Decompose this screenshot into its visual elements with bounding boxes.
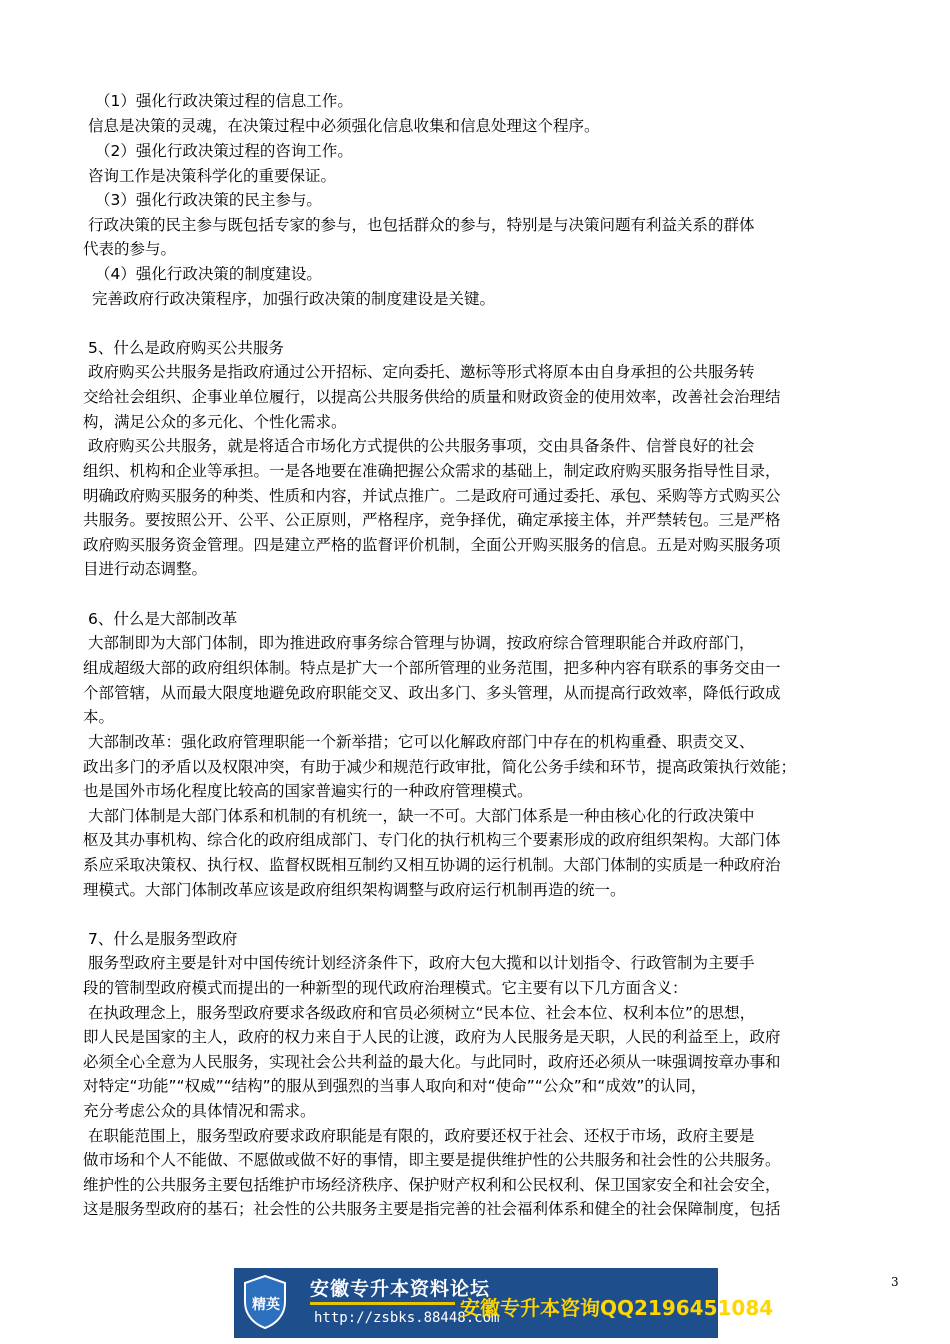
banner-consult: 安徽专升本咨询QQ2196451084 xyxy=(460,1296,774,1320)
text-line: （3）强化行政决策的民主参与。 xyxy=(95,191,322,209)
text-line: 系应采取决策权、执行权、监督权既相互制约又相互协调的运行机制。大部门体制的实质是一种政府治 xyxy=(83,856,781,874)
text-line: 充分考虑公众的具体情况和需求。 xyxy=(83,1102,316,1120)
text-line: 在执政理念上，服务型政府要求各级政府和官员必须树立“民本位、社会本位、权利本位”的思想， xyxy=(88,1004,756,1022)
text-line: （1）强化行政决策过程的信息工作。 xyxy=(95,92,353,110)
text-line: （4）强化行政决策的制度建设。 xyxy=(95,265,322,283)
text-line: 政府购买公共服务是指政府通过公开招标、定向委托、邀标等形式将原本由自身承担的公共服务转 xyxy=(88,363,755,381)
text-line: 必须全心全意为人民服务，实现社会公共利益的最大化。与此同时，政府还必须从一味强调按章办事和 xyxy=(83,1053,781,1071)
section-heading: 5、什么是政府购买公共服务 xyxy=(88,339,284,357)
text-line: 行政决策的民主参与既包括专家的参与，也包括群众的参与，特别是与决策问题有利益关系的群体 xyxy=(88,216,755,234)
text-line: 做市场和个人不能做、不愿做或做不好的事情，即主要是提供维护性的公共服务和社会性的公共服务。 xyxy=(83,1151,781,1169)
text-line: 代表的参与。 xyxy=(83,240,177,258)
banner-forum-name: 安徽专升本资料论坛 xyxy=(310,1278,491,1300)
text-line: 个部管辖，从而最大限度地避免政府职能交叉、政出多门、多头管理，从而提高行政效率，降低行政成 xyxy=(83,684,781,702)
text-line: 信息是决策的灵魂，在决策过程中必须强化信息收集和信息处理这个程序。 xyxy=(88,117,600,135)
text-line: 咨询工作是决策科学化的重要保证。 xyxy=(88,167,337,185)
text-line: 组织、机构和企业等承担。一是各地要在准确把握公众需求的基础上，制定政府购买服务指导性目录， xyxy=(83,462,781,480)
text-line: 政出多门的矛盾以及权限冲突，有助于减少和规范行政审批，简化公务手续和环节，提高政策执行效能； xyxy=(83,758,797,776)
text-line: 大部制即为大部门体制，即为推进政府事务综合管理与协调，按政府综合管理职能合并政府部门， xyxy=(88,634,755,652)
text-line: 本。 xyxy=(83,708,115,726)
section-heading: 7、什么是服务型政府 xyxy=(88,930,238,948)
text-line: 目进行动态调整。 xyxy=(83,560,208,578)
text-line: 也是国外市场化程度比较高的国家普遍实行的一种政府管理模式。 xyxy=(83,782,533,800)
text-line: 共服务。要按照公开、公平、公正原则，严格程序，竞争择优，确定承接主体，并严禁转包。三是严格 xyxy=(83,511,781,529)
text-line: 政府购买服务资金管理。四是建立严格的监督评价机制，全面公开购买服务的信息。五是对购买服务项 xyxy=(83,536,781,554)
banner-divider xyxy=(310,1302,455,1305)
text-line: 段的管制型政府模式而提出的一种新型的现代政府治理模式。它主要有以下几方面含义： xyxy=(83,979,688,997)
text-line: 即人民是国家的主人，政府的权力来自于人民的让渡，政府为人民服务是天职，人民的利益至上，政府 xyxy=(83,1028,781,1046)
banner-badge: 精英 xyxy=(252,1297,280,1313)
text-line: 交给社会组织、企事业单位履行，以提高公共服务供给的质量和财政资金的使用效率，改善社会治理结 xyxy=(83,388,781,406)
text-line: 完善政府行政决策程序，加强行政决策的制度建设是关键。 xyxy=(92,290,496,308)
text-line: 大部门体制是大部门体系和机制的有机统一，缺一不可。大部门体系是一种由核心化的行政决策中 xyxy=(88,807,755,825)
section-heading: 6、什么是大部制改革 xyxy=(88,610,238,628)
text-line: 这是服务型政府的基石；社会性的公共服务主要是指完善的社会福利体系和健全的社会保障制度，包括 xyxy=(83,1200,781,1218)
text-line: 枢及其办事机构、综合化的政府组成部门、专门化的执行机构三个要素形成的政府组织架构。大部门体 xyxy=(83,831,781,849)
text-line: 服务型政府主要是针对中国传统计划经济条件下，政府大包大揽和以计划指令、行政管制为主要手 xyxy=(88,954,755,972)
footer-banner[interactable] xyxy=(234,1268,774,1338)
text-line: 大部制改革：强化政府管理职能一个新举措；它可以化解政府部门中存在的机构重叠、职责交叉、 xyxy=(88,733,755,751)
text-line: 在职能范围上，服务型政府要求政府职能是有限的，政府要还权于社会、还权于市场，政府主要是 xyxy=(88,1127,755,1145)
text-line: 对特定“功能”“权威”“结构”的服从到强烈的当事人取向和对“使命”“公众”和“成效”的认同， xyxy=(83,1077,707,1095)
text-line: 维护性的公共服务主要包括维护市场经济秩序、保护财产权利和公民权利、保卫国家安全和社会安全， xyxy=(83,1176,781,1194)
text-line: （2）强化行政决策过程的咨询工作。 xyxy=(95,142,353,160)
text-line: 政府购买公共服务，就是将适合市场化方式提供的公共服务事项，交由具备条件、信誉良好的社会 xyxy=(88,437,755,455)
text-line: 理模式。大部门体制改革应该是政府组织架构调整与政府运行机制再造的统一。 xyxy=(83,881,626,899)
banner-url[interactable]: http://zsbks.88448.com xyxy=(314,1310,500,1326)
text-line: 构，满足公众的多元化、个性化需求。 xyxy=(83,413,347,431)
text-line: 组成超级大部的政府组织体制。特点是扩大一个部所管理的业务范围，把多种内容有联系的事务交由一 xyxy=(83,659,781,677)
page-number: 3 xyxy=(891,1275,899,1289)
text-line: 明确政府购买服务的种类、性质和内容，并试点推广。二是政府可通过委托、承包、采购等方式购买公 xyxy=(83,487,781,505)
